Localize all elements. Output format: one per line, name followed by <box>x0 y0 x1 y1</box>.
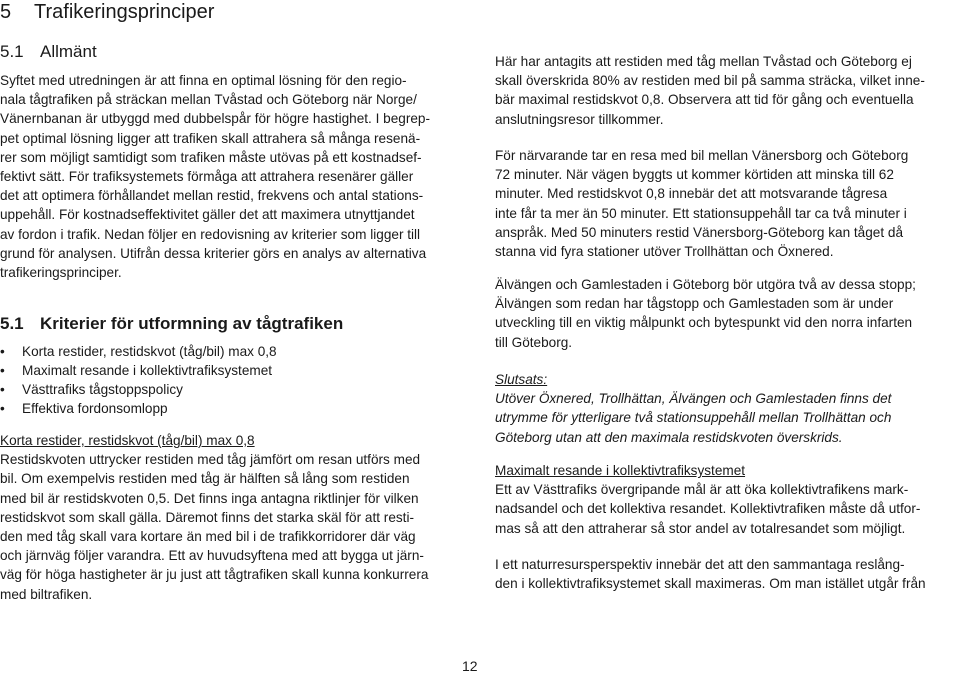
text-line: minuter. Med restidskvot 0,8 innebär det att motsvarande tågresa <box>495 186 888 202</box>
text-line: den med tåg skall vara kortare än med bil i de trafikkorridorer där väg <box>0 529 416 545</box>
text-line: restidskvot som skall gälla. Däremot finns det starka skäl för att resti- <box>0 509 414 525</box>
paragraph-restidskvot <box>495 52 925 129</box>
text-line: bil. Om exempelvis restiden med tåg är hälften så lång som restiden <box>0 471 410 487</box>
paragraph-allmant <box>0 71 430 282</box>
text-line: Älvängen som redan har tågstopp och Gamlestaden som är under <box>495 296 894 312</box>
list-item-text: Effektiva fordonsomlopp <box>22 401 168 416</box>
text-line: nala tågtrafiken på sträckan mellan Tvåstad och Göteborg när Norge/ <box>0 92 417 108</box>
text-line: bär maximal restidskvot 0,8. Observera att tid för gång och eventuella <box>495 92 914 108</box>
text-line: väg för höga hastigheter är ju just att tågtrafiken skall kunna konkurrera <box>0 567 429 583</box>
text-line: pet optimal lösning ligger att trafiken skall attrahera så många resenä- <box>0 130 421 146</box>
text-line: Syftet med utredningen är att finna en optimal lösning för den regio- <box>0 73 407 88</box>
list-item <box>0 399 277 418</box>
text-line: Restidskvoten uttrycker restiden med tåg jämfört om resan utförs med <box>0 452 421 468</box>
text-line: inte får ta mer än 50 minuter. Ett stationsuppehåll tar ca två minuter i <box>495 205 907 221</box>
text-line: Här har antagits att restiden med tåg mellan Tvåstad och Göteborg ej <box>495 54 912 69</box>
list-item <box>0 361 277 380</box>
slutsats-heading: Slutsats: <box>495 372 548 387</box>
paragraph-naturresurs <box>495 555 926 593</box>
subsection-title: Kriterier för utformning av tågtrafiken <box>40 314 344 333</box>
criteria-list <box>0 342 277 418</box>
bullet-icon: • <box>0 344 5 359</box>
list-item-text: Korta restider, restidskvot (tåg/bil) max 0,8 <box>22 344 277 359</box>
text-line: uppehåll. För kostnadseffektivitet gäller det att maximera utnyttjandet <box>0 207 415 223</box>
bullet-icon: • <box>0 401 5 416</box>
list-item-text: Västtrafiks tågstoppspolicy <box>22 382 183 397</box>
text-line: stanna vid fyra stationer utöver Trollhättan och Öxnered. <box>495 244 834 260</box>
list-item <box>0 380 277 399</box>
text-line: mas så att den attraherar så stor andel av totalresandet som möjligt. <box>495 520 906 536</box>
page-number: 12 <box>462 658 478 674</box>
text-line: den i kollektivtrafiksystemet skall maximeras. Om man istället utgår från <box>495 576 926 592</box>
paragraph-restid <box>0 431 428 604</box>
text-line: grund för analysen. Utifrån dessa kriterier görs en analys av alternativa <box>0 245 427 261</box>
resande-heading: Maximalt resande i kollektivtrafiksystemet <box>495 463 746 478</box>
text-line: till Göteborg. <box>495 334 573 350</box>
paragraph-slutsats <box>495 370 891 447</box>
text-line: och järnväg följer varandra. Ett av huvudsyftena med att bygga ut järn- <box>0 548 424 564</box>
subsection-heading-kriterier <box>0 313 343 335</box>
text-line: utrymme för ytterligare två stationsuppehåll mellan Trollhättan och <box>495 410 892 426</box>
bullet-icon: • <box>0 382 5 397</box>
text-line: skall överskrida 80% av restiden med bil på samma sträcka, vilket inne- <box>495 73 925 89</box>
text-line: rer som möjligt samtidigt som trafiken måste utövas på ett kostnadsef- <box>0 149 422 165</box>
text-line: Vänernbanan är utbyggd med dubbelspår för högre hastighet. I begrep- <box>0 111 431 127</box>
paragraph-restid-bil <box>495 146 908 261</box>
subsection-title: Allmänt <box>40 42 97 61</box>
text-line: det att optimera förhållandet mellan restid, frekvens och antal stations- <box>0 188 424 204</box>
text-line: Göteborg utan att den maximala restidskvoten överskrids. <box>495 429 843 445</box>
restid-heading: Korta restider, restidskvot (tåg/bil) max 0,8 <box>0 433 255 448</box>
section-number: 5 <box>0 1 12 23</box>
bullet-icon: • <box>0 363 5 378</box>
text-line: anslutningsresor tillkommer. <box>495 111 664 127</box>
text-line: Utöver Öxnered, Trollhättan, Älvängen och Gamlestaden finns det <box>495 391 892 407</box>
section-heading <box>0 0 214 24</box>
text-line: anspråk. Med 50 minuters restid Vänersborg-Göteborg kan tåget då <box>495 224 904 240</box>
text-line: nadsandel och det kollektiva resandet. Kollektivtrafiken måste då utfor- <box>495 501 921 517</box>
text-line: För närvarande tar en resa med bil mellan Vänersborg och Göteborg <box>495 148 909 163</box>
text-line: med bil är restidskvoten 0,5. Det finns inga antagna riktlinjer för vilken <box>0 490 419 506</box>
text-line: I ett naturresursperspektiv innebär det att den sammantaga reslång- <box>495 557 905 572</box>
subsection-number: 5.1 <box>0 314 24 333</box>
subsection-heading-allmant <box>0 41 97 63</box>
list-item <box>0 342 277 361</box>
text-line: trafikeringsprinciper. <box>0 265 122 281</box>
paragraph-resande <box>495 461 920 538</box>
section-title: Trafikeringsprinciper <box>34 1 215 23</box>
text-line: Älvängen och Gamlestaden i Göteborg bör utgöra två av dessa stopp; <box>495 277 916 292</box>
text-line: fektivt sätt. För trafiksystemets förmåga att attrahera resenärer gäller <box>0 169 414 185</box>
text-line: med biltrafiken. <box>0 586 93 602</box>
subsection-number: 5.1 <box>0 42 24 61</box>
text-line: 72 minuter. När vägen byggts ut kommer körtiden att minska till 62 <box>495 167 894 183</box>
list-item-text: Maximalt resande i kollektivtrafiksystemet <box>22 363 273 378</box>
text-line: utveckling till en viktig målpunkt och bytespunkt vid den norra infarten <box>495 315 913 331</box>
text-line: av fordon i trafik. Nedan följer en redovisning av kriterier som ligger till <box>0 226 421 242</box>
text-line: Ett av Västtrafiks övergripande mål är att öka kollektivtrafikens mark- <box>495 482 909 498</box>
paragraph-stopp <box>495 275 916 352</box>
